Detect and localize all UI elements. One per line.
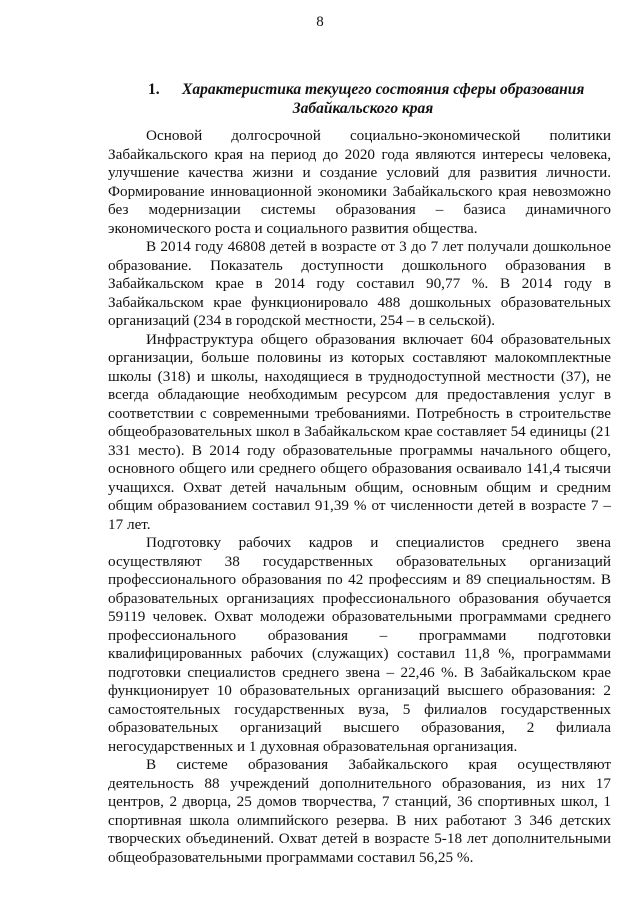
paragraph: В системе образования Забайкальского края осуществляют деятельность 88 учреждений дополнительного образования, из них 17 центров, 2 дворца, 25 домов творчества, 7 станций, 36 спортивных школ, 1 спортивная школа олимпийского резерва. В них работают 3 346 детских творческих объединений. Охват детей в возрасте 5-18 лет дополнительными общеобразовательными программами составил 56,25 %. xyxy=(108,756,611,866)
body-text xyxy=(108,127,611,867)
page-number: 8 xyxy=(316,14,324,30)
paragraph: Основой долгосрочной социально-экономической политики Забайкальского края на период до 2020 года являются интересы человека, улучшение качества жизни и создание условий для развития личности. Формирование инновационной экономики Забайкальского края невозможно без модернизации системы образования – базиса динамичного экономического роста и социального развития общества. xyxy=(108,127,611,237)
paragraph: Подготовку рабочих кадров и специалистов среднего звена осуществляют 38 государственных образовательных организаций профессионального образования по 42 профессиям и 89 специальностям. В образовательных организациях профессионального образования обучается 59119 человек. Охват молодежи образовательными программами среднего профессионального образования – программами подготовки квалифицированных рабочих (служащих) составил 11,8 %, программами подготовки специалистов среднего звена – 22,46 %. В Забайкальском крае функционирует 10 образовательных организаций высшего образования: 2 самостоятельных государственных вуза, 5 филиалов государственных образовательных организаций высшего образования, 2 филиала негосударственных и 1 духовная образовательная организация. xyxy=(108,534,611,755)
paragraph: Инфраструктура общего образования включает 604 образовательных организации, больше половины из которых составляют малокомплектные школы (318) и школы, находящиеся в труднодоступной местности (37), не всегда обладающие необходимым ресурсом для предоставления услуг в соответствии с современными требованиями. Потребность в строительстве общеобразовательных школ в Забайкальском крае составляет 54 единицы (21 331 место). В 2014 году образовательные программы начального общего, основного общего или среднего общего образования осваивало 141,4 тысячи учащихся. Охват детей начальным общим, основным общим и средним общим образованием составил 91,39 % от численности детей в возрасте 7 – 17 лет. xyxy=(108,330,611,533)
section-title-line-2: Забайкальского края xyxy=(292,100,434,117)
section-title-line-1: Характеристика текущего состояния сферы образования xyxy=(182,81,585,98)
section-number: 1. xyxy=(148,81,160,98)
paragraph: В 2014 году 46808 детей в возрасте от 3 до 7 лет получали дошкольное образование. Показатель доступности дошкольного образования в Забайкальском крае в 2014 году составил 90,77 %. В 2014 году в Забайкальском крае функционировало 488 дошкольных образовательных организаций (234 в городской местности, 254 – в сельской). xyxy=(108,238,611,329)
